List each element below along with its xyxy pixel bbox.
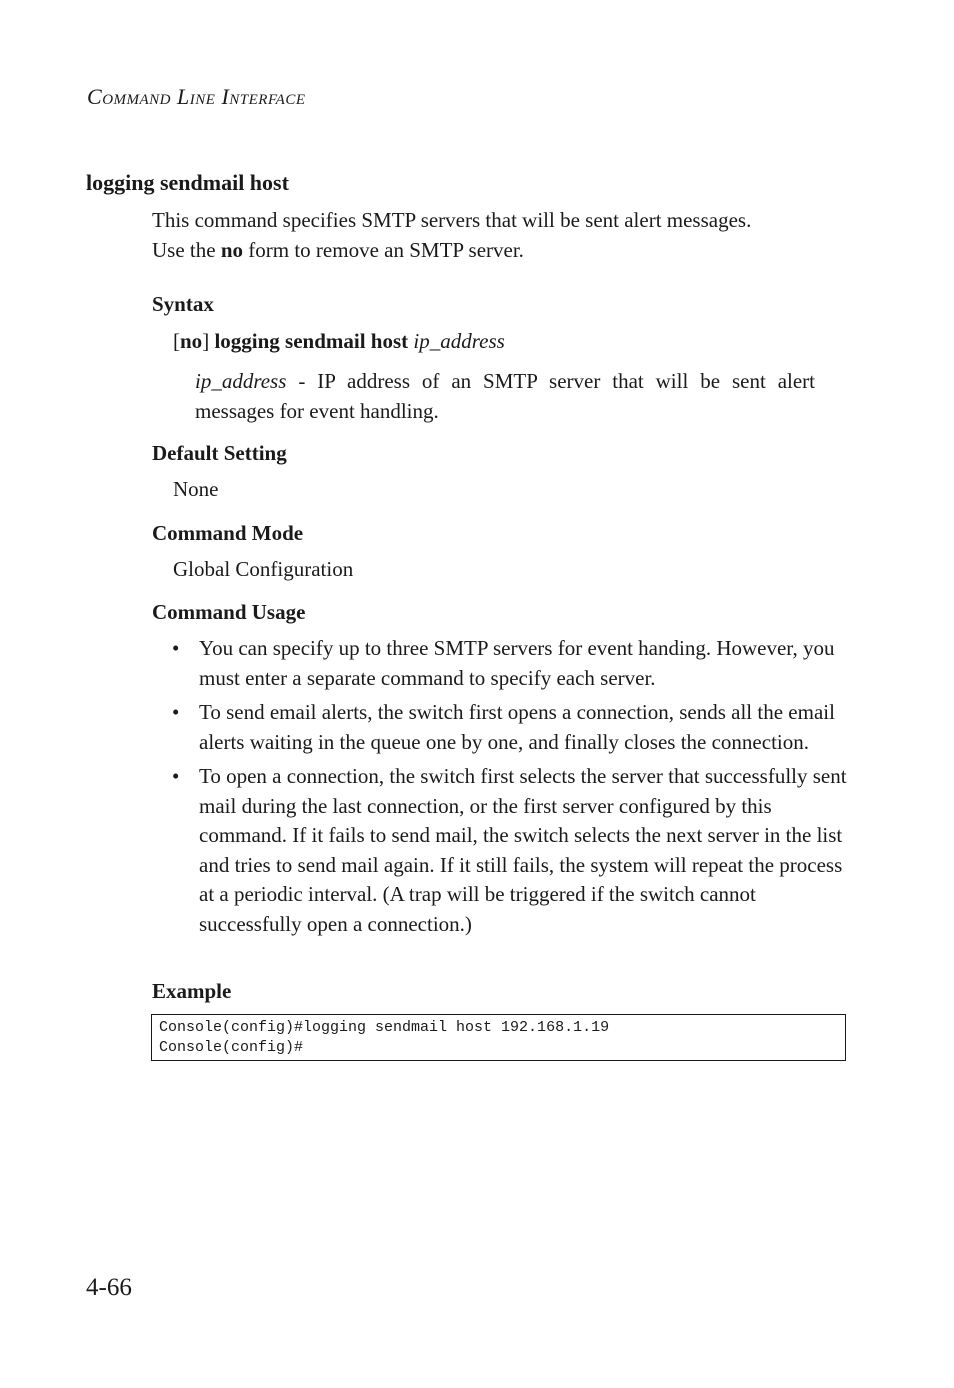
- description-text: Use the: [152, 237, 221, 262]
- no-keyword: no: [220, 237, 244, 262]
- command-mode-value: Global Configuration: [173, 557, 354, 581]
- running-head-word: INE: [189, 92, 216, 108]
- list-item: [172, 698, 852, 757]
- running-head-word: OMMAND: [102, 92, 172, 108]
- list-item: [172, 634, 852, 693]
- command-usage-heading: Command Usage: [152, 600, 306, 624]
- command-mode-heading: Command Mode: [152, 521, 304, 545]
- list-item-text: You can specify up to three SMTP servers for event handing. However, you must enter a separate command to specify each server.: [199, 636, 835, 690]
- syntax-argument: ip_address: [413, 329, 505, 353]
- syntax-line: [173, 327, 505, 357]
- syntax-bracket: ]: [202, 329, 215, 353]
- default-setting-value: None: [173, 477, 219, 501]
- syntax-no-keyword: no: [180, 329, 203, 353]
- description-line-1: This command specifies SMTP servers that will be sent alert messages.: [152, 208, 752, 232]
- list-item: [172, 762, 852, 939]
- list-item-text: To send email alerts, the switch first opens a connection, sends all the email alerts waiting in the queue one by one, and finally closes the connection.: [199, 700, 835, 754]
- bullet: •: [172, 636, 180, 660]
- syntax-bracket: [: [173, 329, 180, 353]
- running-head-word: NTERFACE: [229, 92, 306, 108]
- bullet: •: [172, 700, 180, 724]
- running-head-initial: I: [221, 84, 230, 109]
- command-title: logging sendmail host: [86, 170, 289, 195]
- description-text: form to remove an SMTP server.: [243, 237, 524, 262]
- page-number: 4-66: [86, 1274, 132, 1301]
- description-line-2: [152, 236, 852, 266]
- running-head: [87, 84, 306, 110]
- running-head-initial: L: [177, 84, 190, 109]
- code-line: Console(config)#: [159, 1039, 304, 1056]
- bullet: •: [172, 764, 180, 788]
- parameter-description: [195, 367, 815, 426]
- example-code-block: [151, 1014, 846, 1061]
- parameter-text: - IP address of an SMTP server that will be sent alert messages for event handling.: [195, 369, 815, 423]
- command-usage-list: [172, 634, 852, 944]
- example-heading: Example: [152, 979, 232, 1003]
- parameter-name: ip_address: [195, 369, 287, 393]
- syntax-command: logging sendmail host: [214, 329, 409, 353]
- default-setting-heading: Default Setting: [152, 441, 287, 465]
- command-description: [152, 206, 852, 265]
- running-head-initial: C: [87, 84, 103, 109]
- syntax-heading: Syntax: [152, 292, 214, 316]
- list-item-text: To open a connection, the switch first selects the server that successfully sent mail during the last connection, or the first server configured by this command. If it fails to send mail, the switch selects the next server in the list and tries to send mail again. If it still fails, the system will repeat the process at a periodic interval. (A trap will be triggered if the switch cannot successfully open a connection.): [199, 764, 847, 936]
- code-line: Console(config)#logging sendmail host 192.168.1.19: [159, 1019, 610, 1036]
